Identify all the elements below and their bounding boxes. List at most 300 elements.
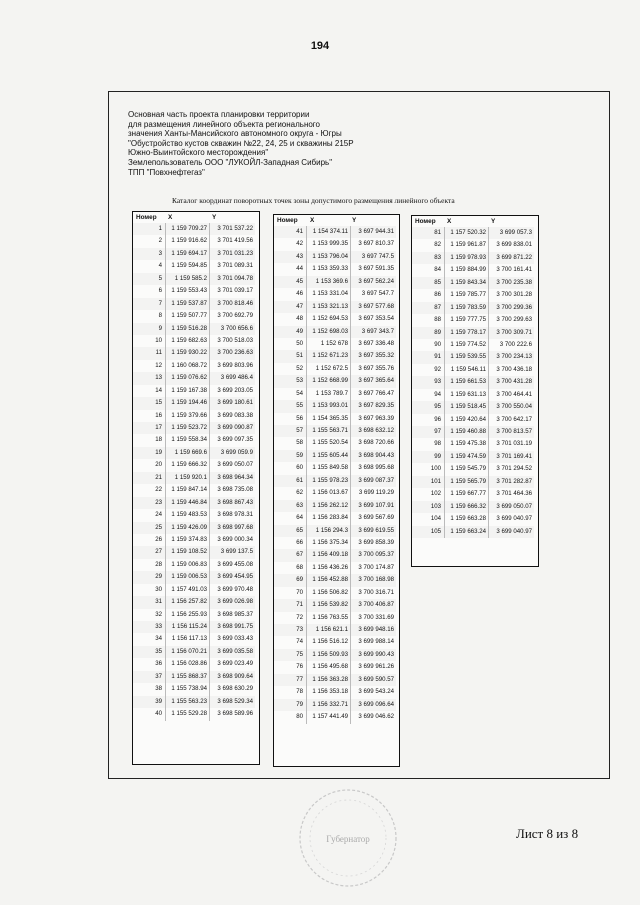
cell-x: 1 159 539.55 [444, 351, 488, 363]
cell-number: 91 [412, 351, 444, 363]
table-row [133, 385, 259, 397]
table-row [133, 671, 259, 683]
cell-x: 1 159 785.77 [444, 289, 488, 301]
table-row [274, 636, 399, 648]
cell-y: 3 700 174.87 [350, 562, 396, 574]
cell-number: 64 [296, 514, 303, 522]
cell-number: 93 [412, 376, 444, 388]
table-row [133, 360, 259, 372]
official-stamp [282, 782, 414, 892]
column-header-x: X [447, 218, 452, 225]
cell-x: 1 155 563.71 [306, 425, 350, 437]
table-row [274, 413, 399, 425]
table-row [133, 658, 259, 670]
cell-number: 25 [133, 522, 165, 534]
cell-number: 94 [434, 390, 441, 398]
cell-y: 3 699 948.16 [350, 624, 396, 636]
cell-y: 3 698 985.37 [209, 609, 255, 621]
table-row [133, 235, 259, 247]
coordinates-table-3 [411, 215, 539, 567]
cell-y: 3 700 692.79 [209, 310, 255, 322]
cell-x: 1 159 518.45 [444, 401, 488, 413]
cell-number: 16 [155, 411, 162, 419]
cell-y: 3 697 829.35 [350, 400, 396, 412]
catalog-title: Каталог координат поворотных точек зоны допустимого размещения линейного объекта [172, 196, 455, 205]
cell-x: 1 159 374.83 [165, 534, 209, 546]
table-row [412, 277, 538, 289]
cell-y: 3 701 537.22 [209, 223, 255, 235]
table-row [274, 612, 399, 624]
cell-x: 1 159 006.83 [165, 559, 209, 571]
cell-y: 3 700 161.41 [488, 264, 534, 276]
table-row [133, 708, 259, 720]
cell-x: 1 156 375.34 [306, 537, 350, 549]
table-row [133, 260, 259, 272]
table-row [274, 649, 399, 661]
cell-x: 1 159 167.38 [165, 385, 209, 397]
cell-y: 3 699 838.01 [488, 239, 534, 251]
cell-number: 92 [434, 365, 441, 373]
cell-y: 3 701 464.36 [488, 488, 534, 500]
cell-x: 1 153 331.04 [306, 288, 350, 300]
cell-y: 3 700 299.63 [488, 314, 534, 326]
table-row [274, 400, 399, 412]
cell-x: 1 159 920.1 [165, 472, 209, 484]
cell-number: 5 [133, 273, 165, 285]
cell-number: 50 [296, 339, 303, 347]
cell-x: 1 159 843.34 [444, 277, 488, 289]
cell-number: 88 [434, 316, 441, 324]
cell-number: 90 [434, 340, 441, 348]
cell-number: 1 [133, 223, 165, 235]
cell-number: 2 [158, 237, 162, 245]
cell-x: 1 159 978.93 [444, 252, 488, 264]
cell-y: 3 698 589.96 [209, 708, 255, 720]
cell-y: 3 697 810.37 [350, 238, 396, 250]
cell-y: 3 699 046.62 [350, 711, 396, 723]
table-row [412, 488, 538, 500]
cell-y: 3 699 087.37 [350, 475, 396, 487]
table-row [274, 388, 399, 400]
cell-y: 3 698 991.75 [209, 621, 255, 633]
table-row [412, 289, 538, 301]
cell-y: 3 699 050.07 [209, 459, 255, 471]
cell-number: 45 [274, 276, 306, 288]
cell-x: 1 159 108.52 [165, 546, 209, 558]
cell-y: 3 700 301.28 [488, 289, 534, 301]
table-row [412, 264, 538, 276]
table-row [412, 351, 538, 363]
cell-number: 15 [133, 397, 165, 409]
cell-number: 65 [274, 525, 306, 537]
cell-number: 51 [274, 350, 306, 362]
cell-x: 1 159 666.32 [165, 459, 209, 471]
cell-number: 35 [133, 646, 165, 658]
cell-number: 39 [133, 696, 165, 708]
cell-number: 31 [133, 596, 165, 608]
document-header [128, 110, 448, 177]
table-row [133, 323, 259, 335]
cell-x: 1 157 441.49 [306, 711, 350, 723]
cell-y: 3 699 000.34 [209, 534, 255, 546]
cell-y: 3 700 299.36 [488, 302, 534, 314]
table-row [133, 372, 259, 384]
table-row [412, 476, 538, 488]
column-header-x: X [310, 217, 315, 224]
cell-y: 3 697 747.5 [350, 251, 396, 263]
cell-y: 3 699 040.97 [488, 526, 534, 538]
table-row [133, 683, 259, 695]
cell-x: 1 159 667.77 [444, 488, 488, 500]
cell-number: 68 [296, 563, 303, 571]
cell-number: 58 [296, 439, 303, 447]
table-row [274, 363, 399, 375]
table-row [133, 298, 259, 310]
cell-number: 70 [296, 588, 303, 596]
cell-number: 56 [296, 414, 303, 422]
cell-x: 1 159 076.62 [165, 372, 209, 384]
table-body [133, 223, 259, 721]
cell-x: 1 159 553.43 [165, 285, 209, 297]
coordinates-table-2 [273, 214, 400, 767]
table-row [274, 549, 399, 561]
cell-x: 1 157 491.03 [165, 584, 209, 596]
cell-x: 1 155 563.23 [165, 696, 209, 708]
cell-number: 87 [412, 302, 444, 314]
cell-y: 3 697 355.76 [350, 363, 396, 375]
cell-number: 69 [274, 574, 306, 586]
cell-number: 11 [133, 347, 165, 359]
table-body [274, 226, 399, 724]
cell-x: 1 159 884.99 [444, 264, 488, 276]
table-row [412, 239, 538, 251]
header-line: "Обустройство кустов скважин №22, 24, 25 и скважины 215Р [128, 138, 354, 148]
cell-number: 76 [296, 663, 303, 671]
cell-number: 100 [430, 465, 441, 473]
cell-number: 104 [430, 515, 441, 523]
cell-y: 3 699 119.29 [350, 487, 396, 499]
cell-number: 18 [155, 436, 162, 444]
cell-number: 78 [296, 688, 303, 696]
cell-y: 3 700 656.6 [209, 323, 255, 335]
cell-y: 3 697 944.31 [350, 226, 396, 238]
cell-y: 3 698 904.43 [350, 450, 396, 462]
table-row [412, 302, 538, 314]
cell-y: 3 701 094.78 [209, 273, 255, 285]
cell-number: 20 [155, 461, 162, 469]
table-row [274, 251, 399, 263]
cell-number: 13 [133, 372, 165, 384]
cell-x: 1 156 516.12 [306, 636, 350, 648]
table-row [133, 447, 259, 459]
cell-y: 3 699 059.9 [209, 447, 255, 459]
cell-y: 3 699 858.39 [350, 537, 396, 549]
cell-y: 3 701 419.56 [209, 235, 255, 247]
header-line: для размещения линейного объекта регионального [128, 119, 320, 129]
cell-x: 1 155 520.54 [306, 437, 350, 449]
cell-x: 1 156 294.3 [306, 525, 350, 537]
cell-y: 3 701 031.19 [488, 438, 534, 450]
cell-x: 1 159 916.62 [165, 235, 209, 247]
cell-y: 3 700 642.17 [488, 414, 534, 426]
cell-number: 53 [274, 375, 306, 387]
cell-number: 4 [158, 262, 162, 270]
table-row [412, 252, 538, 264]
cell-number: 97 [412, 426, 444, 438]
table-row [133, 484, 259, 496]
table-row [133, 497, 259, 509]
cell-x: 1 152 668.99 [306, 375, 350, 387]
cell-x: 1 156 509.93 [306, 649, 350, 661]
table-row [274, 437, 399, 449]
table-row [412, 376, 538, 388]
cell-number: 42 [296, 240, 303, 248]
cell-number: 73 [274, 624, 306, 636]
cell-y: 3 697 547.7 [350, 288, 396, 300]
cell-x: 1 152 671.23 [306, 350, 350, 362]
cell-number: 44 [296, 265, 303, 273]
cell-number: 81 [412, 227, 444, 239]
cell-number: 28 [155, 560, 162, 568]
cell-number: 63 [274, 500, 306, 512]
cell-y: 3 697 336.48 [350, 338, 396, 350]
cell-y: 3 700 309.71 [488, 327, 534, 339]
cell-y: 3 698 964.34 [209, 472, 255, 484]
cell-x: 1 159 474.59 [444, 451, 488, 463]
table-row [133, 534, 259, 546]
cell-x: 1 159 516.28 [165, 323, 209, 335]
cell-y: 3 697 562.24 [350, 276, 396, 288]
table-header [274, 215, 399, 226]
column-header-number: Номер [136, 214, 157, 221]
cell-y: 3 698 867.43 [209, 497, 255, 509]
table-row [133, 546, 259, 558]
table-row [274, 512, 399, 524]
cell-number: 8 [158, 312, 162, 320]
cell-number: 72 [296, 613, 303, 621]
cell-number: 17 [133, 422, 165, 434]
cell-x: 1 159 546.11 [444, 364, 488, 376]
cell-x: 1 156 070.21 [165, 646, 209, 658]
table-row [133, 273, 259, 285]
cell-number: 23 [133, 497, 165, 509]
cell-x: 1 154 374.11 [306, 226, 350, 238]
header-line: Землепользователь ООО "ЛУКОЙЛ-Западная Сибирь" [128, 157, 333, 167]
table-row [274, 537, 399, 549]
cell-y: 3 700 234.13 [488, 351, 534, 363]
table-row [274, 301, 399, 313]
cell-x: 1 156 506.82 [306, 587, 350, 599]
table-row [412, 451, 538, 463]
cell-y: 3 699 619.55 [350, 525, 396, 537]
table-row [274, 587, 399, 599]
cell-x: 1 155 978.23 [306, 475, 350, 487]
table-row [274, 711, 399, 723]
cell-number: 24 [155, 511, 162, 519]
cell-y: 3 699 455.08 [209, 559, 255, 571]
cell-y: 3 697 353.54 [350, 313, 396, 325]
cell-y: 3 701 169.41 [488, 451, 534, 463]
cell-x: 1 159 565.79 [444, 476, 488, 488]
table-row [133, 571, 259, 583]
column-header-number: Номер [277, 217, 298, 224]
cell-x: 1 159 420.64 [444, 414, 488, 426]
cell-number: 102 [430, 490, 441, 498]
cell-y: 3 699 567.69 [350, 512, 396, 524]
cell-x: 1 159 669.6 [165, 447, 209, 459]
stamp-text: Губернатор [326, 834, 370, 844]
cell-y: 3 699 057.3 [488, 227, 534, 239]
cell-number: 14 [155, 386, 162, 394]
cell-x: 1 156 332.71 [306, 699, 350, 711]
table-row [274, 425, 399, 437]
table-row [274, 574, 399, 586]
cell-y: 3 699 083.38 [209, 410, 255, 422]
cell-x: 1 156 539.82 [306, 599, 350, 611]
table-row [412, 364, 538, 376]
cell-number: 12 [155, 361, 162, 369]
cell-y: 3 699 803.96 [209, 360, 255, 372]
cell-number: 86 [434, 291, 441, 299]
cell-y: 3 698 997.68 [209, 522, 255, 534]
cell-x: 1 156 013.67 [306, 487, 350, 499]
cell-y: 3 699 486.4 [209, 372, 255, 384]
cell-x: 1 159 847.14 [165, 484, 209, 496]
cell-x: 1 159 694.17 [165, 248, 209, 260]
table-row [274, 226, 399, 238]
cell-x: 1 155 605.44 [306, 450, 350, 462]
table-row [274, 475, 399, 487]
cell-number: 41 [274, 226, 306, 238]
cell-y: 3 700 431.28 [488, 376, 534, 388]
cell-x: 1 156 117.13 [165, 633, 209, 645]
table-row [412, 401, 538, 413]
cell-x: 1 159 777.75 [444, 314, 488, 326]
table-header [412, 216, 538, 227]
cell-number: 22 [155, 486, 162, 494]
cell-x: 1 159 594.85 [165, 260, 209, 272]
cell-number: 32 [155, 610, 162, 618]
cell-y: 3 698 720.66 [350, 437, 396, 449]
cell-number: 83 [412, 252, 444, 264]
cell-number: 49 [274, 326, 306, 338]
cell-x: 1 153 999.35 [306, 238, 350, 250]
cell-x: 1 159 507.77 [165, 310, 209, 322]
cell-number: 98 [434, 440, 441, 448]
cell-number: 105 [412, 526, 444, 538]
cell-number: 85 [412, 277, 444, 289]
table-row [274, 313, 399, 325]
cell-x: 1 156 353.18 [306, 686, 350, 698]
cell-y: 3 699 040.97 [488, 513, 534, 525]
cell-x: 1 153 369.6 [306, 276, 350, 288]
cell-x: 1 155 868.37 [165, 671, 209, 683]
column-header-x: X [168, 214, 173, 221]
cell-y: 3 699 988.14 [350, 636, 396, 648]
table-row [412, 438, 538, 450]
table-row [274, 562, 399, 574]
cell-y: 3 699 990.43 [350, 649, 396, 661]
cell-x: 1 156 255.93 [165, 609, 209, 621]
cell-y: 3 699 871.22 [488, 252, 534, 264]
table-row [133, 422, 259, 434]
cell-y: 3 700 236.63 [209, 347, 255, 359]
cell-x: 1 156 452.88 [306, 574, 350, 586]
cell-x: 1 157 520.32 [444, 227, 488, 239]
cell-x: 1 155 529.28 [165, 708, 209, 720]
cell-x: 1 159 709.27 [165, 223, 209, 235]
header-line: Основная часть проекта планировки территории [128, 110, 310, 119]
table-body [412, 227, 538, 538]
table-row [274, 450, 399, 462]
cell-x: 1 159 930.22 [165, 347, 209, 359]
coordinates-table-1 [132, 211, 260, 765]
table-row [133, 434, 259, 446]
cell-number: 54 [296, 389, 303, 397]
cell-y: 3 699 050.07 [488, 501, 534, 513]
cell-x: 1 159 663.28 [444, 513, 488, 525]
cell-y: 3 699 454.95 [209, 571, 255, 583]
cell-y: 3 699 970.48 [209, 584, 255, 596]
header-line: ТПП "Повхнефтегаз" [128, 167, 205, 177]
cell-x: 1 156 028.86 [165, 658, 209, 670]
cell-y: 3 700 550.04 [488, 401, 534, 413]
cell-number: 99 [412, 451, 444, 463]
cell-number: 67 [274, 549, 306, 561]
cell-x: 1 156 262.12 [306, 500, 350, 512]
cell-y: 3 699 961.26 [350, 661, 396, 673]
cell-number: 96 [434, 415, 441, 423]
table-row [274, 350, 399, 362]
table-row [133, 696, 259, 708]
cell-y: 3 698 630.29 [209, 683, 255, 695]
cell-number: 6 [158, 287, 162, 295]
table-row [274, 338, 399, 350]
cell-y: 3 699 137.5 [209, 546, 255, 558]
cell-x: 1 159 483.53 [165, 509, 209, 521]
cell-y: 3 698 735.08 [209, 484, 255, 496]
table-row [133, 397, 259, 409]
cell-y: 3 700 464.41 [488, 389, 534, 401]
cell-y: 3 699 096.64 [350, 699, 396, 711]
cell-y: 3 700 316.71 [350, 587, 396, 599]
cell-number: 77 [274, 674, 306, 686]
cell-number: 57 [274, 425, 306, 437]
cell-y: 3 700 168.98 [350, 574, 396, 586]
cell-y: 3 700 518.03 [209, 335, 255, 347]
cell-y: 3 700 222.6 [488, 339, 534, 351]
cell-x: 1 155 738.94 [165, 683, 209, 695]
cell-x: 1 159 426.09 [165, 522, 209, 534]
cell-number: 62 [296, 489, 303, 497]
cell-x: 1 160 068.72 [165, 360, 209, 372]
table-row [274, 276, 399, 288]
table-row [133, 347, 259, 359]
cell-number: 52 [296, 364, 303, 372]
cell-number: 48 [296, 315, 303, 323]
cell-y: 3 699 026.98 [209, 596, 255, 608]
cell-x: 1 153 796.04 [306, 251, 350, 263]
cell-number: 61 [274, 475, 306, 487]
cell-number: 84 [434, 266, 441, 274]
cell-number: 40 [155, 710, 162, 718]
cell-y: 3 698 995.68 [350, 462, 396, 474]
cell-number: 75 [274, 649, 306, 661]
table-row [133, 522, 259, 534]
cell-number: 3 [133, 248, 165, 260]
cell-y: 3 699 180.61 [209, 397, 255, 409]
table-row [133, 633, 259, 645]
